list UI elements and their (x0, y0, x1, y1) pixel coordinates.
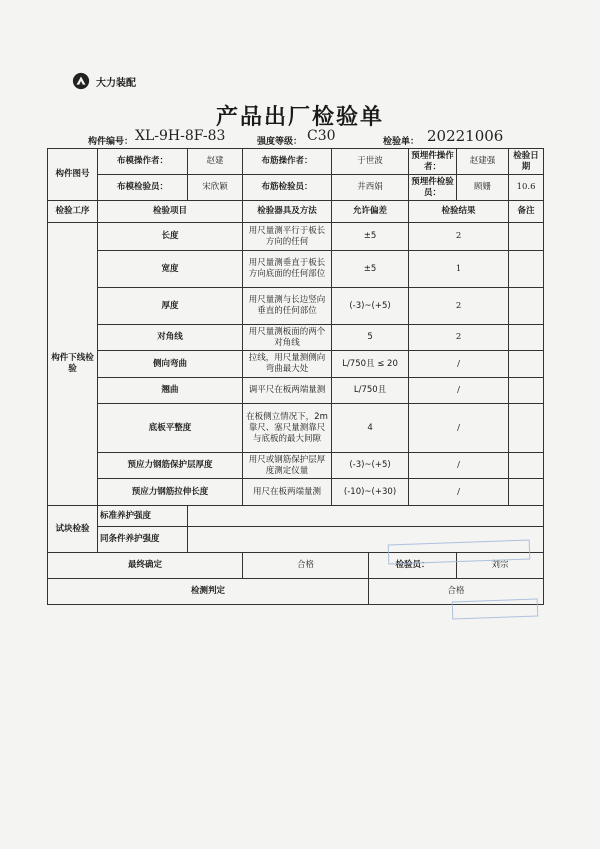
row-tolerance: (-3)~(+5) (332, 453, 409, 479)
inspection-date: 10.6 (509, 175, 544, 201)
row-tolerance: L/750且 ≤ 20 (332, 351, 409, 378)
row-result: / (409, 479, 509, 506)
row-result: 2 (409, 288, 509, 325)
row-note (509, 251, 544, 288)
row-result: / (409, 378, 509, 404)
inspection-no-value: 20221006 (427, 127, 504, 145)
row-tolerance: (-3)~(+5) (332, 288, 409, 325)
mold-operator: 赵建 (188, 149, 243, 175)
row-note (509, 479, 544, 506)
mold-inspector-label: 布模检验员： (98, 175, 188, 201)
process-group-label: 构件下线检验 (48, 223, 98, 506)
col-item: 检验项目 (98, 201, 243, 223)
row-note (509, 351, 544, 378)
col-tolerance: 允许偏差 (332, 201, 409, 223)
row-item: 翘曲 (98, 378, 243, 404)
row-result: 2 (409, 223, 509, 251)
row-method: 用尺量测与长边竖向垂直的任何部位 (243, 288, 332, 325)
row-item: 厚度 (98, 288, 243, 325)
row-method: 用尺量测垂直于板长方向底面的任何部位 (243, 251, 332, 288)
inspector-label: 检验员： (369, 553, 457, 579)
mold-inspector: 宋欣颖 (188, 175, 243, 201)
mold-operator-label: 布模操作者： (98, 149, 188, 175)
inspection-table (47, 148, 544, 605)
row-tolerance: L/750且 (332, 378, 409, 404)
col-process: 检验工序 (48, 201, 98, 223)
blue-stamp-small (452, 599, 539, 620)
inspection-date-label: 检验日期 (509, 149, 544, 175)
rebar-inspector: 井西娟 (332, 175, 409, 201)
row-result: / (409, 453, 509, 479)
table-row (48, 251, 544, 288)
column-header-row (48, 201, 544, 223)
rebar-operator-label: 布筋操作者： (243, 149, 332, 175)
inspection-no-label: 检验单： (383, 137, 420, 147)
col-method: 检验器具及方法 (243, 201, 332, 223)
strength-value: C30 (307, 128, 336, 144)
row-note (509, 288, 544, 325)
row-method: 用尺在板两端量测 (243, 479, 332, 506)
judgement-label: 检测判定 (48, 579, 369, 605)
component-no-label: 构件编号： (88, 137, 134, 147)
table-row (48, 378, 544, 404)
row-item: 预应力钢筋拉伸长度 (98, 479, 243, 506)
row-result: 1 (409, 251, 509, 288)
embed-operator: 赵建强 (457, 149, 509, 175)
table-row (48, 453, 544, 479)
row-note (509, 223, 544, 251)
test-block-row-1 (48, 506, 544, 527)
table-row (48, 325, 544, 351)
standard-curing-value (188, 506, 544, 527)
row-tolerance: (-10)~(+30) (332, 479, 409, 506)
row-item: 对角线 (98, 325, 243, 351)
row-tolerance: 4 (332, 404, 409, 453)
row-note (509, 325, 544, 351)
row-method: 拉线，用尺量测侧向弯曲最大处 (243, 351, 332, 378)
page-title: 产品出厂检验单 (215, 105, 384, 130)
row-note (509, 378, 544, 404)
table-row (48, 288, 544, 325)
same-condition-label: 同条件养护强度 (98, 527, 188, 553)
staff-row-2 (48, 175, 544, 201)
embed-operator-label: 预埋件操作者： (409, 149, 457, 175)
logo-icon (72, 72, 90, 90)
final-label: 最终确定 (48, 553, 243, 579)
embed-inspector: 顾姗 (457, 175, 509, 201)
row-method: 调平尺在板两端量测 (243, 378, 332, 404)
company-name: 大力装配 (96, 77, 136, 89)
row-item: 底板平整度 (98, 404, 243, 453)
row-method: 用尺量测板面的两个对角线 (243, 325, 332, 351)
table-row (48, 479, 544, 506)
row-item: 侧向弯曲 (98, 351, 243, 378)
judgement-value: 合格 (369, 579, 544, 605)
company-logo (72, 72, 136, 90)
component-drawing-label: 构件图号 (48, 149, 98, 201)
row-method: 用尺或钢筋保护层厚度测定仪量 (243, 453, 332, 479)
row-method: 用尺量测平行于板长方向的任何 (243, 223, 332, 251)
strength-label: 强度等级： (257, 137, 303, 147)
col-result: 检验结果 (409, 201, 509, 223)
inspector-name: 刘宗 (457, 553, 544, 579)
table-row (48, 223, 544, 251)
rebar-operator: 于世波 (332, 149, 409, 175)
row-method: 在板侧立情况下，2m靠尺、塞尺量测靠尺与底板的最大间隙 (243, 404, 332, 453)
row-result: / (409, 404, 509, 453)
row-tolerance: ±5 (332, 223, 409, 251)
row-result: 2 (409, 325, 509, 351)
component-no-value: XL-9H-8F-83 (135, 128, 226, 144)
row-result: / (409, 351, 509, 378)
row-note (509, 453, 544, 479)
test-block-label: 试块检验 (48, 506, 98, 553)
row-tolerance: 5 (332, 325, 409, 351)
row-item: 长度 (98, 223, 243, 251)
rebar-inspector-label: 布筋检验员： (243, 175, 332, 201)
row-tolerance: ±5 (332, 251, 409, 288)
embed-inspector-label: 预埋件检验员： (409, 175, 457, 201)
table-row (48, 404, 544, 453)
row-item: 宽度 (98, 251, 243, 288)
final-value: 合格 (243, 553, 369, 579)
table-row (48, 351, 544, 378)
row-note (509, 404, 544, 453)
staff-row-1 (48, 149, 544, 175)
row-item: 预应力钢筋保护层厚度 (98, 453, 243, 479)
col-note: 备注 (509, 201, 544, 223)
standard-curing-label: 标准养护强度 (98, 506, 188, 527)
